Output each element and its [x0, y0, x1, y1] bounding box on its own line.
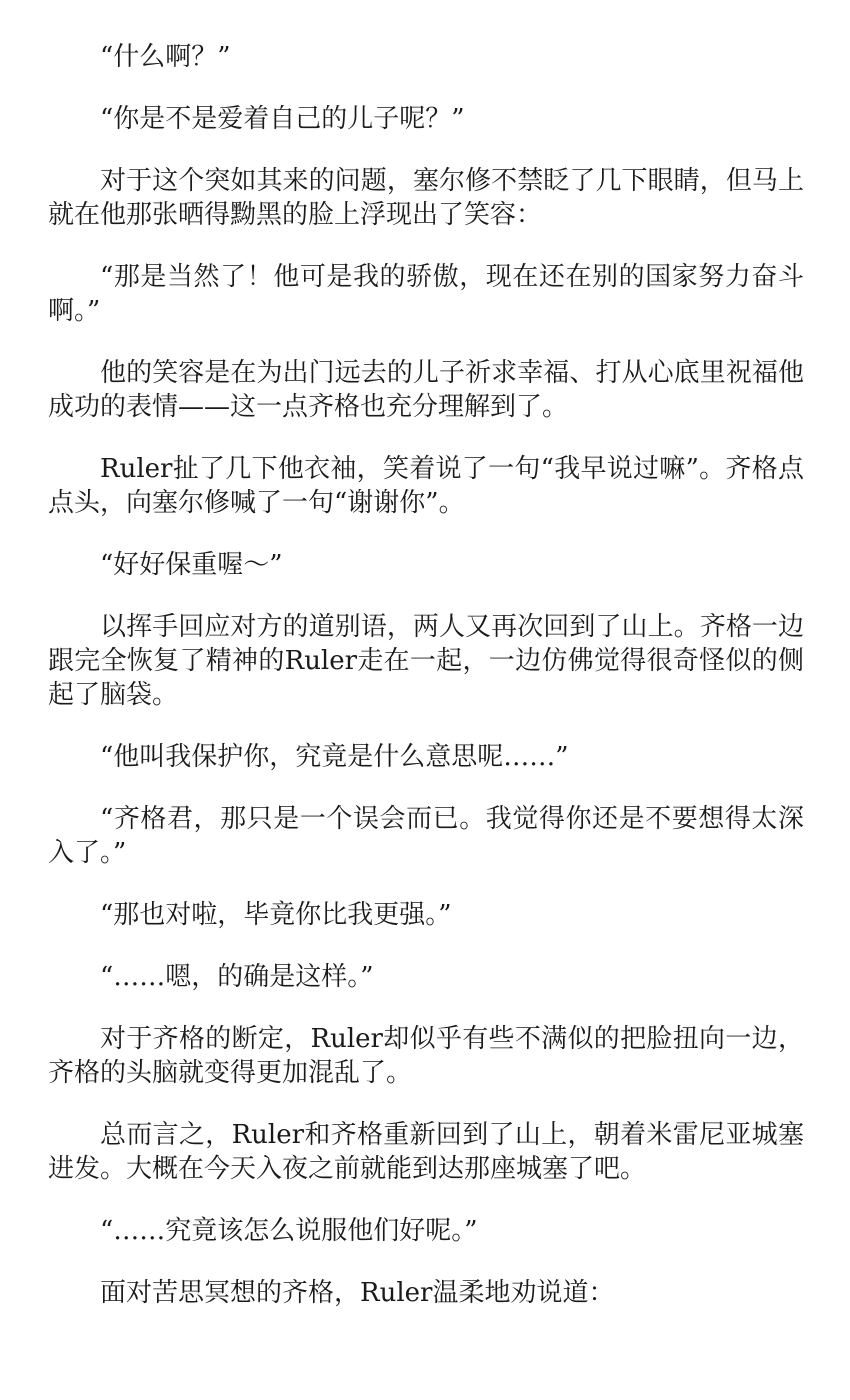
paragraph: “那是当然了！他可是我的骄傲，现在还在别的国家努力奋斗啊。”	[48, 262, 804, 326]
paragraph: “……嗯，的确是这样。”	[100, 962, 374, 992]
paragraph: Ruler扯了几下他衣袖，笑着说了一句“我早说过嘛”。齐格点点头，向塞尔修喊了一句“谢谢你”。	[48, 454, 804, 518]
paragraph: 他的笑容是在为出门远去的儿子祈求幸福、打从心底里祝福他成功的表情——这一点齐格也充分理解到了。	[48, 358, 804, 422]
paragraph: “齐格君，那只是一个误会而已。我觉得你还是不要想得太深入了。”	[48, 804, 804, 868]
paragraph: “……究竟该怎么说服他们好呢。”	[100, 1216, 478, 1246]
paragraph: 对于齐格的断定，Ruler却似乎有些不满似的把脸扭向一边，齐格的头脑就变得更加混乱了。	[48, 1024, 804, 1088]
paragraph: “好好保重喔～”	[100, 550, 283, 580]
paragraph: “你是不是爱着自己的儿子呢？”	[100, 104, 465, 134]
paragraph: “那也对啦，毕竟你比我更强。”	[100, 900, 452, 930]
paragraph: “他叫我保护你，究竟是什么意思呢……”	[100, 742, 569, 772]
paragraph: “什么啊？”	[100, 42, 231, 72]
paragraph: 总而言之，Ruler和齐格重新回到了山上，朝着米雷尼亚城塞进发。大概在今天入夜之前就能到达那座城塞了吧。	[48, 1120, 804, 1184]
paragraph: 面对苦思冥想的齐格，Ruler温柔地劝说道：	[100, 1278, 615, 1308]
paragraph: 对于这个突如其来的问题，塞尔修不禁眨了几下眼睛，但马上就在他那张晒得黝黑的脸上浮现出了笑容：	[48, 166, 804, 230]
paragraph: 以挥手回应对方的道别语，两人又再次回到了山上。齐格一边跟完全恢复了精神的Ruler走在一起，一边仿佛觉得很奇怪似的侧起了脑袋。	[48, 612, 804, 710]
